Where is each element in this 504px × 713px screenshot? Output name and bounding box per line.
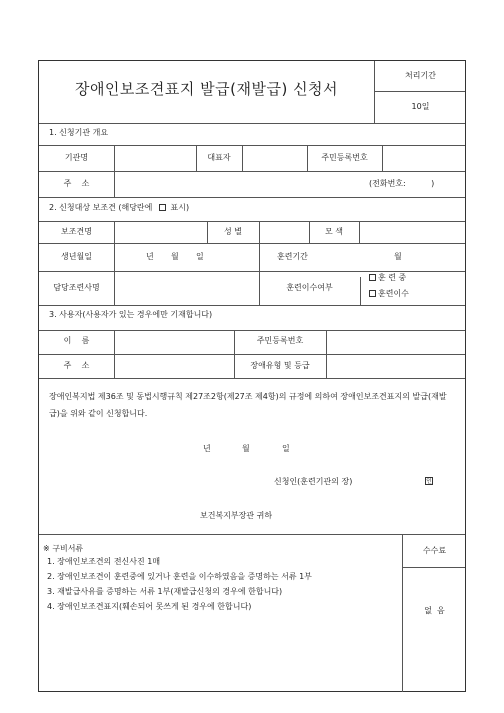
in-training-checkbox[interactable] [369, 274, 376, 281]
document-item: 1. 장애인보조견의 전신사진 1매 [47, 557, 161, 566]
document-item: 3. 재발급사유를 증명하는 서류 1부(재발급신청의 경우에 한합니다) [47, 587, 283, 596]
completed-checkbox[interactable] [369, 290, 376, 297]
training-period-month-unit: 월 [394, 252, 402, 261]
section2-heading-text: 2. 신청대상 보조견 (해당란에 [49, 203, 153, 212]
sex-label: 성 별 [224, 227, 242, 236]
fee-label: 수수료 [422, 546, 447, 555]
documents-heading: ※ 구비서류 [43, 544, 84, 553]
application-form [38, 60, 466, 692]
option-completed[interactable] [369, 289, 409, 299]
training-status-label: 훈련이수여부 [286, 283, 333, 292]
resident-number-label: 주민등록번호 [321, 153, 368, 162]
birth-date-label: 생년월일 [61, 252, 92, 261]
statement-month-unit: 월 [242, 444, 250, 453]
document-item: 4. 장애인보조견표지(훼손되어 못쓰게 된 경우에 한합니다) [47, 602, 252, 611]
seal-box-icon: 인 [426, 478, 432, 485]
user-address-label: 주 소 [63, 361, 90, 370]
training-period-label: 훈련기간 [277, 252, 308, 261]
birth-month-unit: 월 [171, 252, 179, 261]
representative-label: 대표자 [207, 153, 231, 162]
document-item: 2. 장애인보조견이 훈련중에 있거나 훈련을 이수하였음을 증명하는 서류 1부 [47, 572, 312, 581]
statement-year-unit: 년 [203, 444, 211, 453]
dog-name-label: 보조견명 [61, 227, 92, 236]
user-resident-number-label: 주민등록번호 [256, 336, 304, 345]
processing-period-label: 처리기간 [405, 71, 436, 80]
checkbox-icon [159, 204, 166, 211]
processing-period-value: 10일 [411, 102, 430, 111]
addressee: 보건복지부장관 귀하 [200, 511, 273, 520]
section1-heading: 1. 신청기관 개요 [49, 128, 109, 137]
color-label: 모 색 [325, 227, 343, 236]
applicant-label: 신청인(훈련기관의 장) [274, 477, 353, 486]
seal-mark [425, 476, 433, 486]
user-name-label: 이 름 [63, 336, 90, 345]
address-label: 주 소 [63, 179, 90, 188]
form-title: 장애인보조견표지 발급(재발급) 신청서 [74, 80, 339, 98]
birth-year-unit: 년 [146, 252, 154, 261]
section2-heading-suffix: 표시) [170, 203, 190, 212]
statement-day-unit: 일 [282, 444, 290, 453]
disability-type-label: 장애유형 및 등급 [250, 361, 310, 370]
fee-value: 없 음 [424, 606, 445, 615]
section3-heading: 3. 사용자(사용자가 있는 경우에만 기재합니다) [49, 310, 213, 319]
phone-label: (전화번호: ) [369, 179, 435, 188]
section2-heading [49, 203, 189, 213]
birth-day-unit: 일 [196, 252, 204, 261]
trainer-name-label: 담당조련사명 [53, 283, 100, 292]
option-in-training[interactable] [369, 273, 406, 283]
in-training-label: 훈 련 중 [378, 273, 407, 282]
statement-text: 장애인복지법 제36조 및 동법시행규칙 제27조2항(제27조 제4항)의 규정에 의하여 장애인보조견표지의 발급(재발급)을 위와 같이 신청합니다. [49, 392, 447, 418]
org-name-label: 기관명 [64, 153, 89, 162]
completed-label: 훈련이수 [378, 289, 409, 298]
